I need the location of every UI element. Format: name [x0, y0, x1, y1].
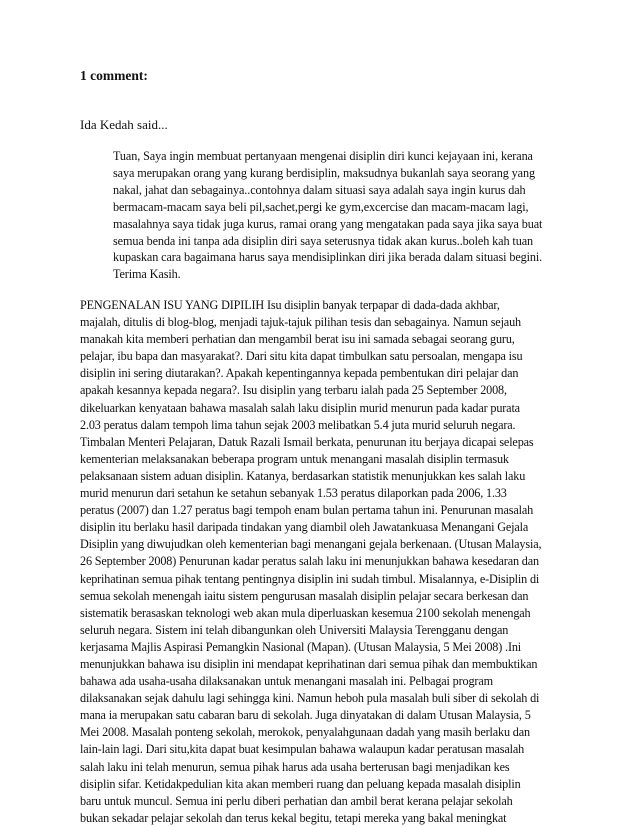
- article-text-line: 2.03 peratus dalam tempoh lima tahun sejak 2003 melibatkan 5.4 juta murid seluruh negara.: [80, 417, 516, 432]
- comment-text-line: bermacam-macam saya beli pil,sachet,pergi ke gym,excercise dan macam-macam lagi,: [113, 199, 529, 214]
- article-text-line: peratus (2007) dan 1.27 peratus bagi tempoh enam bulan pertama tahun ini. Penurunan masalah: [80, 503, 534, 518]
- article-text-line: sistematik berasaskan teknologi web akan mula diperluaskan kesemua 2100 sekolah menengah: [80, 605, 531, 620]
- article-text-line: Disiplin yang diwujudkan oleh kementerian bagi menangani gejala berkenaan. (Utusan Malaysia,: [80, 537, 542, 552]
- article-text-line: Timbalan Menteri Pelajaran, Datuk Razali Ismail berkata, penurunan itu berjaya dicapai selepas: [80, 434, 534, 449]
- comment-text-line: Tuan, Saya ingin membuat pertanyaan mengenai disiplin diri kunci kejayaan ini, kerana: [113, 149, 533, 163]
- comment-text-line: Terima Kasih.: [113, 267, 181, 282]
- article-text-line: pelajar, ibu bapa dan masyarakat?. Dari situ kita dapat timbulkan satu persoalan, mengapa isu: [80, 349, 523, 364]
- article-text-line: apakah kesannya kepada negara?. Isu disiplin yang terbaru ialah pada 25 September 2008,: [80, 383, 507, 398]
- comment-text-line: kupaskan cara bagaimana harus saya mendisiplinkan diri jika berada dalam situasi begini.: [113, 250, 543, 265]
- article-text-line: menunjukkan bahawa isu disiplin ini mendapat keprihatinan dari semua pihak dan membuktikan: [80, 656, 538, 671]
- article-text-line: lain-lain lagi. Dari situ,kita dapat buat kesimpulan bahawa walaupun kadar peratusan masalah: [80, 742, 525, 757]
- article-text-line: baru untuk muncul. Semua ini perlu diberi perhatian dan ambil berat kerana pelajar sekolah: [80, 793, 513, 808]
- article-text-line: semua sekolah menengah iaitu sistem pengurusan masalah disiplin pelajar secara berkesan dan: [80, 588, 529, 603]
- article-text-line: majalah, ditulis di blog-blog, menjadi tajuk-tajuk pilihan tesis dan sebagainya. Namun sejauh: [80, 315, 521, 330]
- article-text-line: 26 September 2008) Penurunan kadar peratus salah laku ini menunjukkan bahawa kesedaran dan: [80, 554, 539, 569]
- article-text-line: disiplin itu berlaku hasil daripada tindakan yang diambil oleh Jawatankuasa Menangani Gejala: [80, 520, 529, 535]
- article-text-line: PENGENALAN ISU YANG DIPILIH Isu disiplin banyak terpapar di dada-dada akhbar,: [80, 298, 500, 312]
- comment-text-line: saya merupakan orang yang kurang berdisiplin, maksudnya bukanlah saya seorang yang: [113, 165, 535, 180]
- article-text-line: murid menurun dari setahun ke setahun sebanyak 1.53 peratus dilaporkan pada 2006, 1.33: [80, 486, 507, 501]
- article-text-line: bukan sekadar pelajar sekolah dan terus kekal begitu, tetapi mereka yang bakal meningkat: [80, 810, 507, 825]
- article-text-line: bahawa ada usaha-usaha dilaksanakan untuk menangani masalah ini. Pelbagai program: [80, 674, 493, 689]
- comment-text-line: semua benda ini tanpa ada disiplin diri saya seterusnya tidak akan kurus..boleh kah tuan: [113, 233, 534, 248]
- article-text-line: kementerian melaksanakan beberapa program untuk menangani masalah disiplin termasuk: [80, 451, 509, 466]
- comments-heading: 1 comment:: [80, 68, 148, 83]
- article-text-line: disiplin sifar. Ketidakpedulian kita akan memberi ruang dan peluang kepada masalah disiplin: [80, 776, 521, 791]
- comment-text-line: masalahnya saya tidak juga kurus, ramai orang yang mengatakan pada saya jika saya buat: [113, 216, 543, 231]
- article-text-line: disiplin ini sering diutarakan?. Apakah kepentingannya kepada pembentukan diri pelajar dan: [80, 366, 519, 381]
- comment-author: Ida Kedah said...: [80, 117, 168, 132]
- article-text-line: seluruh negara. Sistem ini telah dibangunkan oleh Universiti Malaysia Terengganu dengan: [80, 622, 509, 637]
- article-text-line: kerjasama Majlis Aspirasi Pemangkin Nasional (Mapan). (Utusan Malaysia, 5 Mei 2008) .Ini: [80, 639, 522, 654]
- article-text-line: manakah kita memberi perhatian dan mengambil berat isu ini samada sebagai seorang guru,: [80, 332, 515, 347]
- article-text-line: Mei 2008. Masalah ponteng sekolah, merokok, penyalahgunaan dadah yang masih berlaku dan: [80, 725, 530, 740]
- article-text-line: dilaksanakan sejak dahulu lagi sehingga kini. Namun heboh pula masalah buli siber di sekolah di: [80, 691, 540, 706]
- comment-text-line: nakal, jahat dan sebagainya..contohnya dalam situasi saya adalah saya ingin kurus dah: [113, 182, 526, 197]
- article-text-line: dikeluarkan kenyataan bahawa masalah salah laku disiplin murid menurun pada kadar purata: [80, 400, 520, 415]
- article-text-line: pelaksanaan sistem aduan disiplin. Katanya, berdasarkan statistik menunjukkan kes salah laku: [80, 468, 526, 483]
- article-text-line: mana ia merupakan satu cabaran baru di sekolah. Juga dinyatakan di dalam Utusan Malaysia, 5: [80, 708, 531, 723]
- article-text-line: keprihatinan semua pihak tentang pentingnya disiplin ini sudah timbul. Misalannya, e-Disiplin di: [80, 571, 540, 586]
- comment-body: [113, 148, 573, 283]
- article-body: [80, 297, 570, 827]
- article-text-line: salah laku ini telah menurun, semua pihak harus ada usaha berterusan bagi menjadikan kes: [80, 759, 510, 774]
